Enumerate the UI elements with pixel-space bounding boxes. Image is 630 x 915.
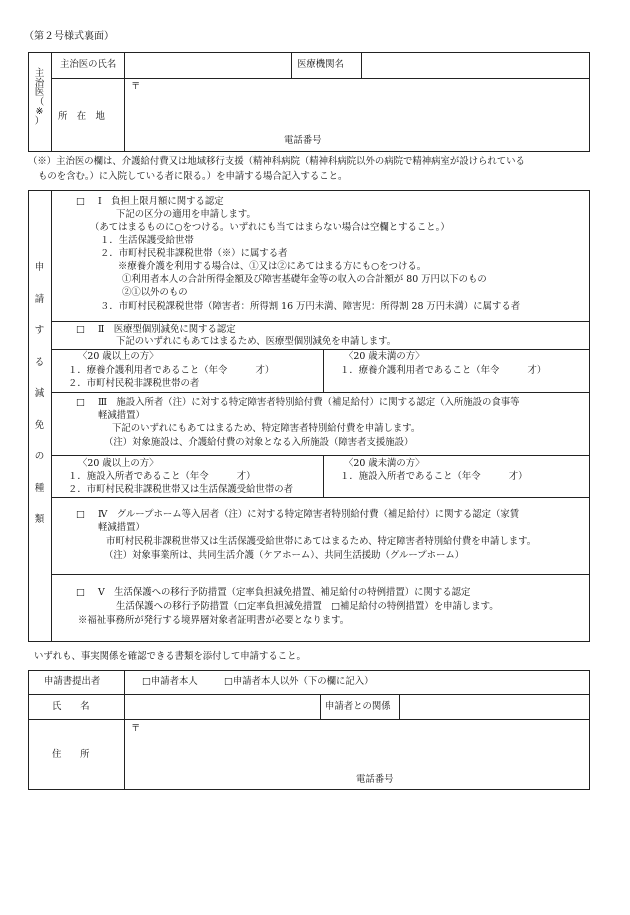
section1-line: （あてはまるものに○をつける。いずれにも当てはまらない場合は空欄とすること。）	[90, 222, 450, 233]
section4-line: 市町村民税非課税世帯又は生活保護受給世帯にあてはまるため、特定障害者特別給付費を申請します。	[106, 536, 537, 547]
section3-left-item: １．施設入所者であること（年令 才）	[68, 471, 256, 482]
submitter-phone-label: 電話番号	[356, 774, 394, 785]
section2-right-item: １．療養介護利用者であること（年令 才）	[340, 365, 547, 376]
submitter-address-label: 住 所	[52, 749, 90, 760]
section3-title: Ⅲ 施設入所者（注）に対する特定障害者特別給付費（補足給付）に関する認定（入所施設の食事等	[98, 397, 520, 408]
submitter-option-self[interactable]: □申請者本人	[142, 676, 198, 687]
section1-title: Ⅰ 負担上限月額に関する認定	[98, 196, 224, 207]
section3-left-item: ２．市町村民税非課税世帯又は生活保護受給世帯の者	[68, 484, 294, 495]
section1-option-2a[interactable]: ①利用者本人の合計所得金額及び障害基礎年金等の収入の合計額が 80 万円以下のもの	[122, 274, 487, 285]
doctor-address-label: 所 在 地	[58, 111, 105, 122]
section1-option-2b[interactable]: ②①以外のもの	[122, 287, 188, 298]
section2-subtitle: 下記のいずれにもあてはまるため、医療型個別減免を申請します。	[116, 336, 397, 347]
section2-left-item: ２．市町村民税非課税世帯の者	[68, 378, 200, 389]
section1-checkbox[interactable]: □	[76, 196, 85, 207]
submitter-label: 申請書提出者	[44, 676, 101, 687]
section3-note: （注）対象施設は、介護給付費の対象となる入所施設（障害者支援施設）	[104, 437, 414, 448]
section3-line: 下記のいずれにもあてはまるため、特定障害者特別給付費を申請します。	[112, 423, 421, 434]
doctor-phone-label: 電話番号	[284, 135, 322, 146]
section4-note: （注）対象事業所は、共同生活介護（ケアホーム）、共同生活援助（グループホーム）	[104, 550, 465, 561]
form-number: （第２号様式裏面）	[24, 31, 114, 42]
doctor-note-line2: ものを含む。）に入院している者に限る。）を申請する場合記入すること。	[38, 171, 348, 182]
submitter-name-label: 氏 名	[52, 701, 90, 712]
exemption-side-label: 申 請 す る 減 免 の 種 類	[34, 262, 45, 525]
section4-title-cont: 軽減措置）	[98, 522, 145, 533]
doctor-name-label: 主治医の氏名	[60, 59, 117, 70]
section2-title: Ⅱ 医療型個別減免に関する認定	[98, 324, 236, 335]
section3-title-cont: 軽減措置）	[98, 410, 145, 421]
submitter-option-other[interactable]: □申請者本人以外（下の欄に記入）	[224, 676, 374, 687]
section2-right-header: 〈20 歳未満の方〉	[344, 351, 425, 362]
section3-right-item: １．施設入所者であること（年令 才）	[340, 471, 528, 482]
relation-label: 申請者との関係	[325, 701, 391, 712]
section1-line: ※療養介護を利用する場合は、①又は②にあてはまる方にも○をつける。	[118, 261, 427, 272]
institution-label: 医療機関名	[297, 59, 344, 70]
section1-option-1[interactable]: １．生活保護受給世帯	[100, 235, 194, 246]
submitter-table	[28, 670, 590, 790]
section2-left-header: 〈20 歳以上の方〉	[78, 351, 159, 362]
section3-left-header: 〈20 歳以上の方〉	[78, 458, 159, 469]
section5-line: 生活保護への移行予防措置（□定率負担減免措置 □補足給付の特例措置）を申請します。	[116, 601, 499, 612]
section5-title: Ⅴ 生活保護への移行予防措置（定率負担減免措置、補足給付の特例措置）に関する認定	[98, 587, 471, 598]
attach-note: いずれも、事実関係を確認できる書類を添付して申請すること。	[34, 651, 306, 662]
section4-title: Ⅳ グループホーム等入居者（注）に対する特定障害者特別給付費（補足給付）に関する認定（家賃	[98, 509, 520, 520]
section5-note: ※福祉事務所が発行する境界層対象者証明書が必要となります。	[78, 615, 350, 626]
section2-checkbox[interactable]: □	[76, 324, 85, 335]
section4-checkbox[interactable]: □	[76, 509, 85, 520]
section2-left-item: １．療養介護利用者であること（年令 才）	[68, 365, 275, 376]
section5-checkbox[interactable]: □	[76, 587, 85, 598]
doctor-postal-mark: 〒	[131, 81, 141, 92]
doctor-side-label: 主 治 医 （ ※ ）	[34, 68, 45, 127]
submitter-postal-mark: 〒	[131, 723, 141, 734]
section1-option-3[interactable]: ３．市町村民税課税世帯（障害者：所得割 16 万円未満、障害児：所得割 28 万円未満）に属する者	[100, 301, 521, 312]
section1-option-2[interactable]: ２．市町村民税非課税世帯（※）に属する者	[100, 248, 288, 259]
section3-right-header: 〈20 歳未満の方〉	[344, 458, 425, 469]
section3-checkbox[interactable]: □	[76, 397, 85, 408]
doctor-note-line1: （※）主治医の欄は、介護給付費又は地域移行支援（精神科病院（精神科病院以外の病院で精神病室が設けられている	[28, 156, 525, 167]
section1-line: 下記の区分の適用を申請します。	[116, 209, 256, 220]
